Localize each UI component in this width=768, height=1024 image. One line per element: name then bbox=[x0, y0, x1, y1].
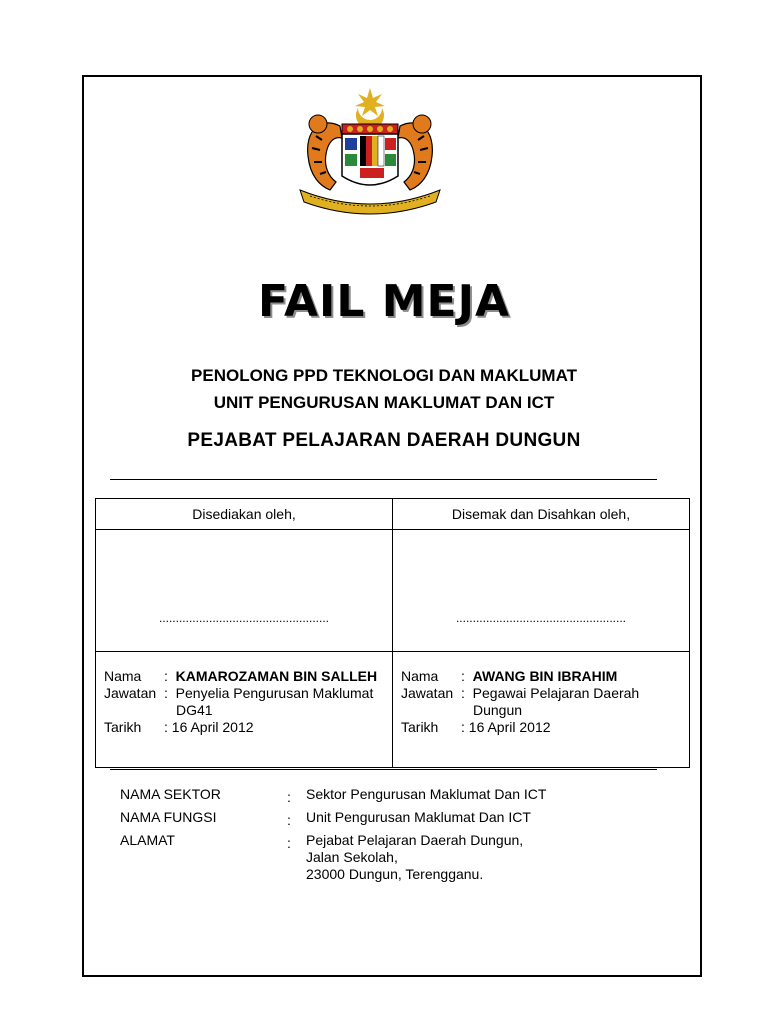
separator: : bbox=[164, 719, 168, 735]
separator: : bbox=[164, 668, 168, 684]
sector-value: Sektor Pengurusan Maklumat Dan ICT bbox=[306, 786, 547, 802]
preparer-info bbox=[96, 652, 393, 768]
separator: : bbox=[287, 789, 291, 805]
function-value: Unit Pengurusan Maklumat Dan ICT bbox=[306, 809, 531, 825]
address-label: ALAMAT bbox=[120, 832, 175, 848]
address-line-1: Pejabat Pelajaran Daerah Dungun, bbox=[306, 832, 524, 848]
verifier-position-cont: Dungun bbox=[473, 702, 523, 718]
date-label: Tarikh bbox=[104, 719, 142, 735]
signature-line: ................................................... bbox=[158, 611, 330, 625]
address-value bbox=[306, 832, 606, 883]
verified-by-header: Disemak dan Disahkan oleh, bbox=[393, 499, 690, 530]
sector-label: NAMA SEKTOR bbox=[120, 786, 221, 802]
position-label: Jawatan bbox=[104, 685, 157, 701]
separator: : bbox=[287, 812, 291, 828]
unit-title: UNIT PENGURUSAN MAKLUMAT DAN ICT bbox=[213, 393, 555, 412]
address-line-2: Jalan Sekolah, bbox=[306, 849, 398, 865]
separator: : bbox=[461, 685, 465, 701]
separator: : bbox=[461, 668, 465, 684]
verifier-info bbox=[393, 652, 690, 768]
name-label: Nama bbox=[401, 668, 439, 684]
divider-bottom bbox=[110, 769, 657, 770]
verifier-position: Pegawai Pelajaran Daerah bbox=[472, 685, 640, 701]
preparer-date: 16 April 2012 bbox=[171, 719, 254, 735]
preparer-grade: DG41 bbox=[176, 702, 213, 718]
function-label: NAMA FUNGSI bbox=[120, 809, 217, 825]
verified-signature-area bbox=[393, 530, 690, 652]
separator: : bbox=[287, 835, 291, 851]
separator: : bbox=[461, 719, 465, 735]
divider-top bbox=[110, 479, 657, 480]
separator: : bbox=[164, 685, 168, 701]
address-line-3: 23000 Dungun, Terengganu. bbox=[306, 866, 484, 882]
preparer-position: Penyelia Pengurusan Maklumat bbox=[175, 685, 374, 701]
position-label: Jawatan bbox=[401, 685, 454, 701]
name-label: Nama bbox=[104, 668, 142, 684]
office-title: PEJABAT PELAJARAN DAERAH DUNGUN bbox=[187, 430, 581, 451]
signature-line: ................................................... bbox=[455, 611, 627, 625]
malaysia-coat-of-arms-icon bbox=[290, 86, 450, 216]
date-label: Tarikh bbox=[401, 719, 439, 735]
position-title: PENOLONG PPD TEKNOLOGI DAN MAKLUMAT bbox=[191, 366, 577, 385]
verifier-name: AWANG BIN IBRAHIM bbox=[472, 668, 618, 684]
prepared-by-header: Disediakan oleh, bbox=[96, 499, 393, 530]
document-title: FAIL MEJA bbox=[257, 276, 511, 327]
preparer-name: KAMAROZAMAN BIN SALLEH bbox=[175, 668, 378, 684]
signature-table bbox=[95, 498, 690, 768]
prepared-signature-area bbox=[96, 530, 393, 652]
verifier-date: 16 April 2012 bbox=[468, 719, 551, 735]
